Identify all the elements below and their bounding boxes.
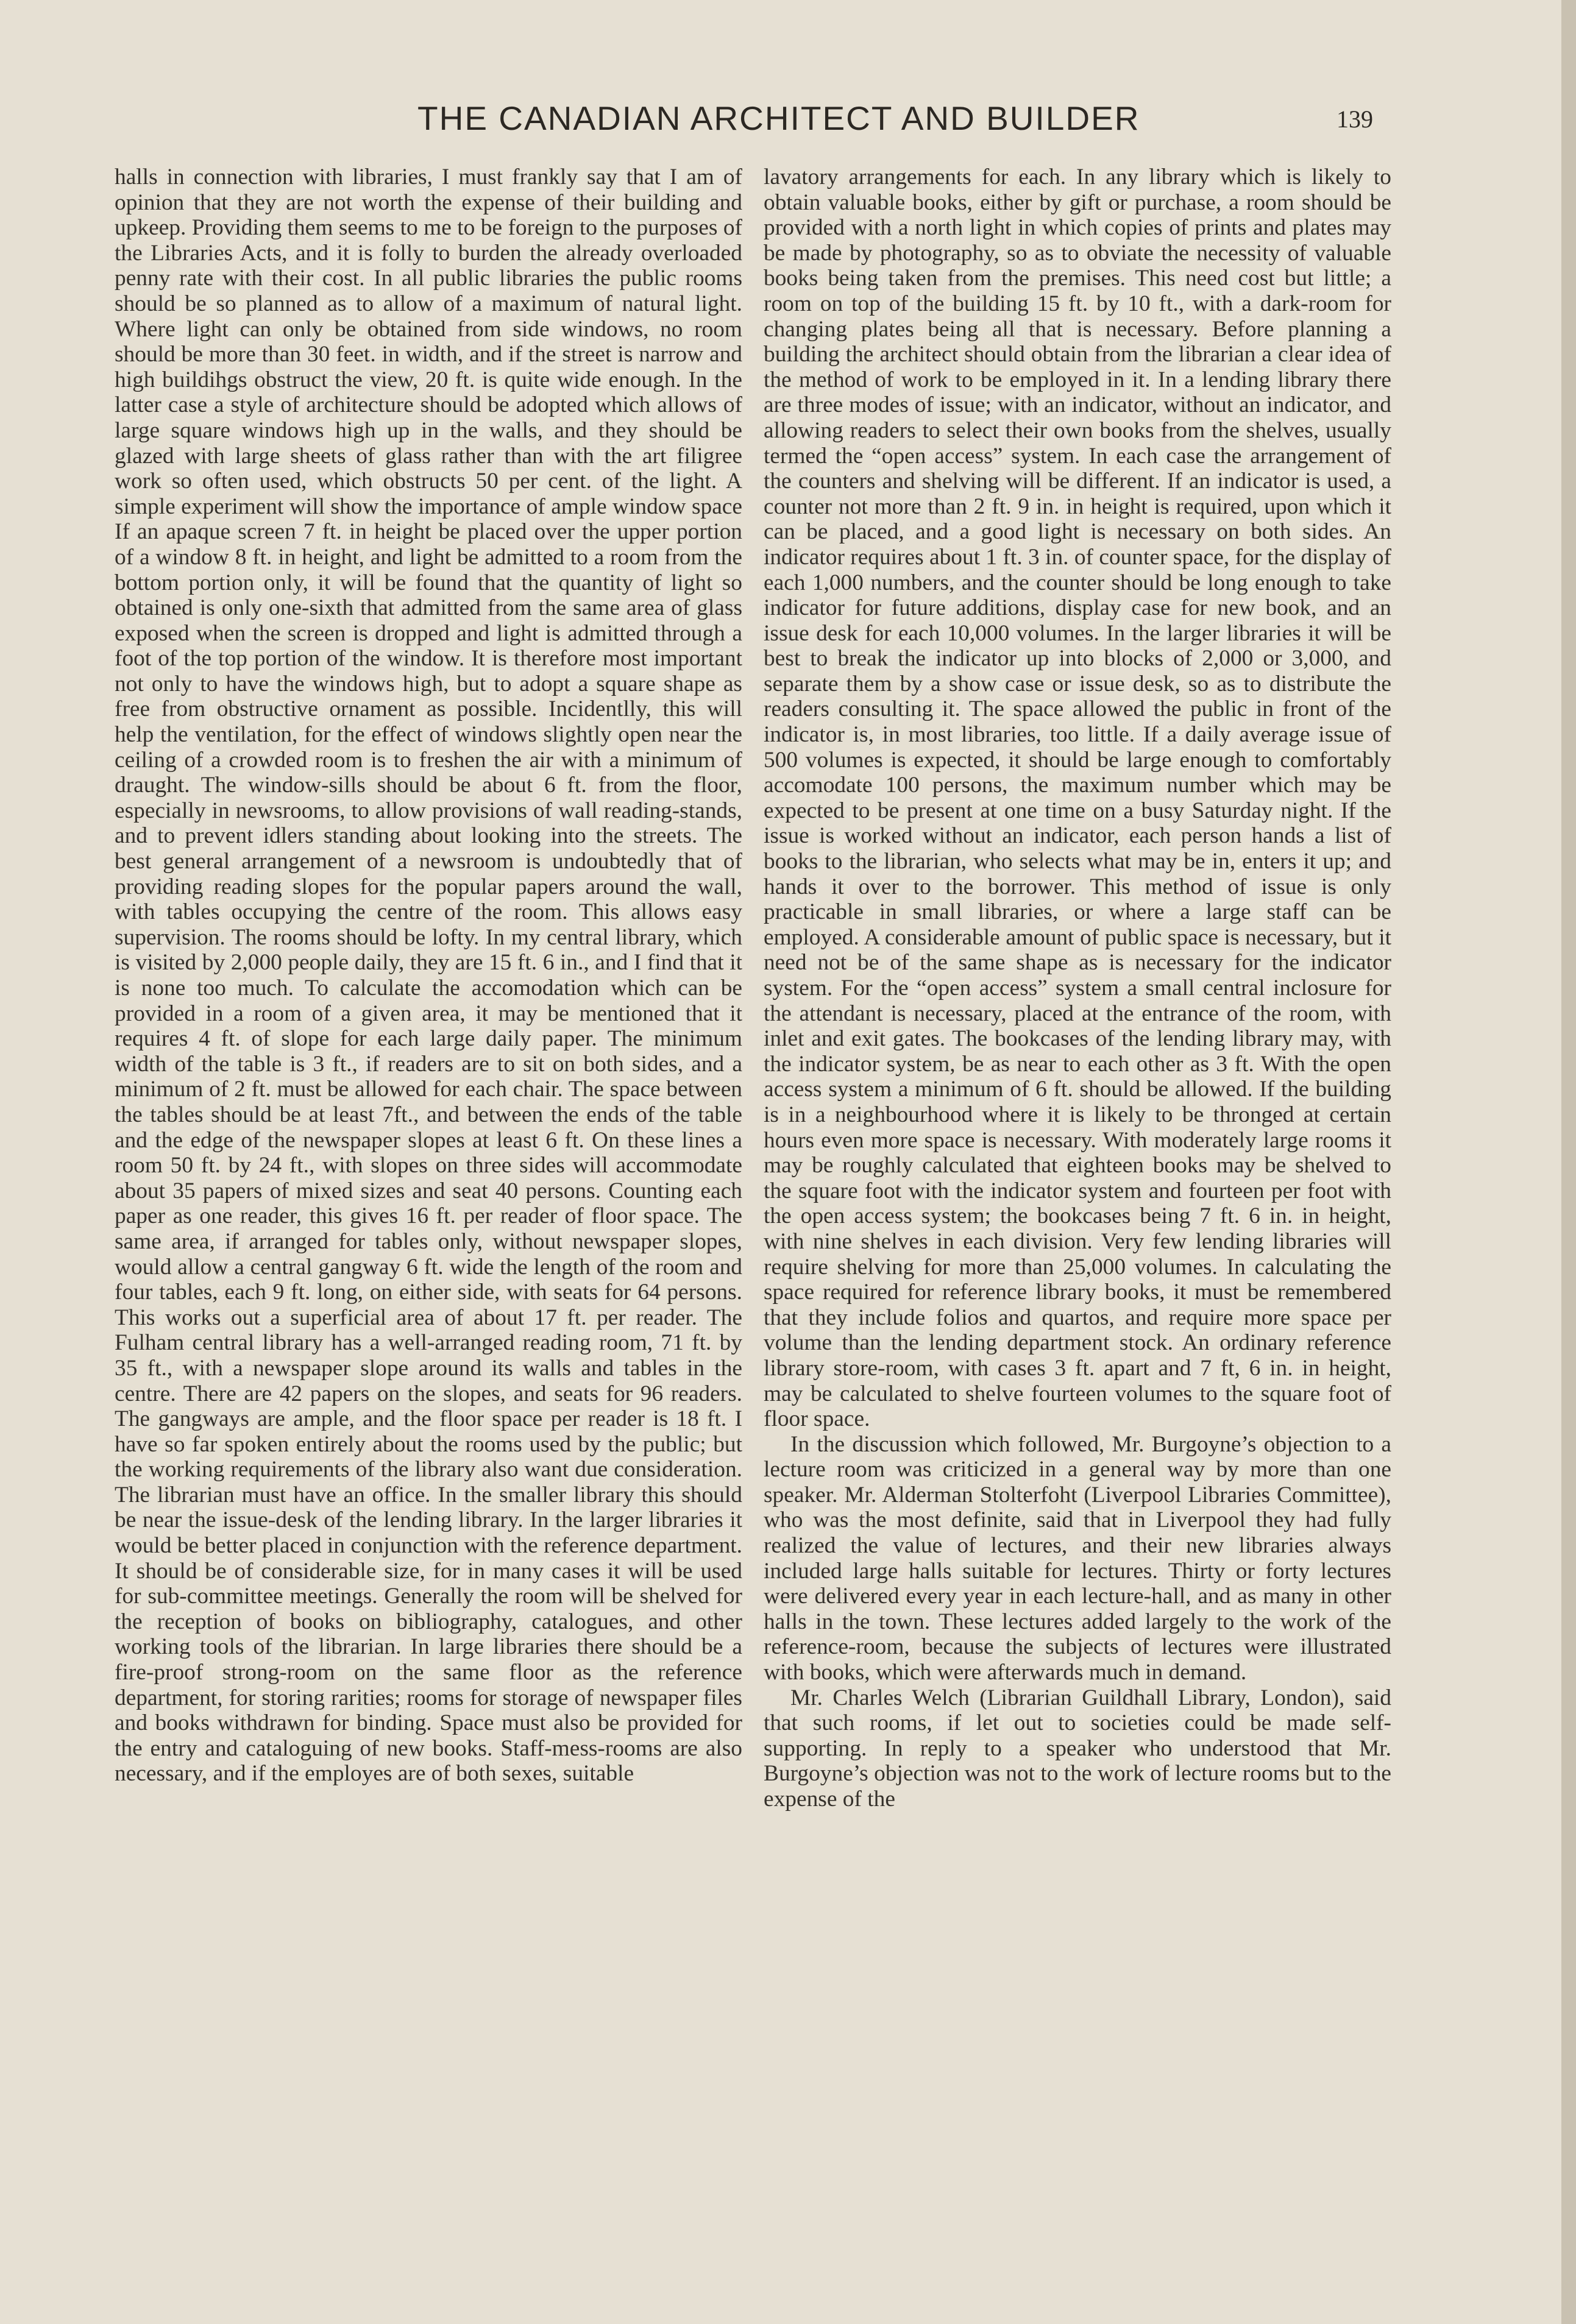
page-number: 139 [1336, 105, 1373, 133]
right-column-paragraph-3: Mr. Charles Welch (Librarian Guildhall Library, London), said that such rooms, if let out to societies could be made self-supporting. In reply to a speaker who understood that Mr. Burgoyne’s objection was not to the work of lecture rooms but to the expense of the [764, 1685, 1391, 1812]
left-column [115, 165, 742, 2248]
running-head [0, 99, 1576, 154]
left-column-paragraph-1: halls in connection with libraries, I must frankly say that I am of opinion that they are not worth the expense of their building and upkeep. Providing them seems to me to be foreign to the purposes of the Libraries Acts, and it is folly to burden the already overloaded penny rate with their cost. In all public libraries the public rooms should be so planned as to allow of a maximum of natural light. Where light can only be obtained from side windows, no room should be more than 30 feet. in width, and if the street is narrow and high buildihgs obstruct the view, 20 ft. is quite wide enough. In the latter case a style of architecture should be adopted which allows of large square windows high up in the walls, and they should be glazed with large sheets of glass rather than with the art filigree work so often used, which obstructs 50 per cent. of the light. A simple experiment will show the importance of ample window space If an apaque screen 7 ft. in height be placed over the upper portion of a window 8 ft. in height, and light be admitted to a room from the bottom portion only, it will be found that the quantity of light so obtained is only one-sixth that admitted from the same area of glass exposed when the screen is dropped and light is admitted through a foot of the top portion of the window. It is therefore most important not only to have the windows high, but to adopt a square shape as free from obstructive ornament as possible. Incidentlly, this will help the ventilation, for the effect of windows slightly open near the ceiling of a crowded room is to freshen the air with a minimum of draught. The window-sills should be about 6 ft. from the floor, especially in newsrooms, to allow provisions of wall reading-stands, and to prevent idlers standing about looking into the streets. The best general arrangement of a newsroom is undoubtedly that of providing reading slopes for the popular papers around the wall, with tables occupying the centre of the room. This allows easy supervision. The rooms should be lofty. In my central library, which is visited by 2,000 people daily, they are 15 ft. 6 in., and I find that it is none too much. To calculate the accomodation which can be provided in a room of a given area, it may be mentioned that it requires 4 ft. of slope for each large daily paper. The minimum width of the table is 3 ft., if readers are to sit on both sides, and a minimum of 2 ft. must be allowed for each chair. The space between the tables should be at least 7ft., and between the ends of the table and the edge of the newspaper slopes at least 6 ft. On these lines a room 50 ft. by 24 ft., with slopes on three sides will accommodate about 35 papers of mixed sizes and seat 40 persons. Counting each paper as one reader, this gives 16 ft. per reader of floor space. The same area, if arranged for tables only, without newspaper slopes, would allow a central gangway 6 ft. wide the length of the room and four tables, each 9 ft. long, on either side, with seats for 64 persons. This works out a superficial area of about 17 ft. per reader. The Fulham central library has a well-arranged reading room, 71 ft. by 35 ft., with a newspaper slope around its walls and tables in the centre. There are 42 papers on the slopes, and seats for 96 readers. The gangways are ample, and the floor space per reader is 18 ft. I have so far spoken entirely about the rooms used by the public; but the working requirements of the library also want due consideration. The librarian must have an office. In the smaller library this should be near the issue-desk of the lending library. In the larger libraries it would be better placed in conjunction with the reference department. It should be of considerable size, for in many cases it will be used for sub-committee meetings. Generally the room will be shelved for the reception of books on bibliography, catalogues, and other working tools of the librarian. In large libraries there should be a fire-proof strong-room on the same floor as the reference department, for storing rarities; rooms for storage of newspaper files and books withdrawn for binding. Space must also be provided for the entry and cataloguing of new books. Staff-mess-rooms are also necessary, and if the employes are of both sexes, suitable [115, 165, 742, 1787]
right-column-paragraph-2: In the discussion which followed, Mr. Burgoyne’s objection to a lecture room was criticized in a general way by more than one speaker. Mr. Alderman Stolterfoht (Liverpool Libraries Committee), who was the most definite, said that in Liverpool they had fully realized the value of lectures, and their new libraries always included large halls suitable for lectures. Thirty or forty lectures were delivered every year in each lecture-hall, and as many in other halls in the town. These lectures added largely to the work of the reference-room, because the subjects of lectures were illustrated with books, which were afterwards much in demand. [764, 1431, 1391, 1685]
right-column [764, 165, 1391, 2248]
right-column-paragraph-1: lavatory arrangements for each. In any library which is likely to obtain valuable books, either by gift or purchase, a room should be provided with a north light in which copies of prints and plates may be made by photography, so as to obviate the necessity of valuable books being taken from the premises. This need cost but little; a room on top of the building 15 ft. by 10 ft., with a dark-room for changing plates being all that is necessary. Before planning a building the architect should obtain from the librarian a clear idea of the method of work to be employed in it. In a lending library there are three modes of issue; with an indicator, without an indicator, and allowing readers to select their own books from the shelves, usually termed the “open access” system. In each case the arrangement of the counters and shelving will be different. If an indicator is used, a counter not more than 2 ft. 9 in. in height is required, upon which it can be placed, and a good light is necessary on both sides. An indicator requires about 1 ft. 3 in. of counter space, for the display of each 1,000 numbers, and the counter should be long enough to take indicator for future additions, display case for new book, and an issue desk for each 10,000 volumes. In the larger libraries it will be best to break the indicator up into blocks of 2,000 or 3,000, and separate them by a show case or issue desk, so as to distribute the readers consulting it. The space allowed the public in front of the indicator is, in most libraries, too little. If a daily average issue of 500 volumes is expected, it should be large enough to comfortably accomodate 100 persons, the maximum number which may be expected to be present at one time on a busy Saturday night. If the issue is worked without an indicator, each person hands a list of books to the librarian, who selects what may be in, enters it up; and hands it over to the borrower. This method of issue is only practicable in small libraries, or where a large staff can be employed. A considerable amount of public space is necessary, but it need not be of the same shape as is necessary for the indicator system. For the “open access” system a small central inclosure for the attendant is necessary, placed at the entrance of the room, with inlet and exit gates. The bookcases of the lending library may, with the indicator system, be as near to each other as 3 ft. With the open access system a minimum of 6 ft. should be allowed. If the building is in a neighbourhood where it is likely to be thronged at certain hours even more space is necessary. With moderately large rooms it may be roughly calculated that eighteen books may be shelved to the square foot with the indicator system and fourteen per foot with the open access system; the bookcases being 7 ft. 6 in. in height, with nine shelves in each division. Very few lending libraries will require shelving for more than 25,000 volumes. In calculating the space required for reference library books, it must be remembered that they include folios and quartos, and require more space per volume than the lending department stock. An ordinary reference library store-room, with cases 3 ft. apart and 7 ft, 6 in. in height, may be calculated to shelve fourteen volumes to the square foot of floor space. [764, 165, 1391, 1432]
journal-title: THE CANADIAN ARCHITECT AND BUILDER [417, 99, 1140, 137]
page-edge-strip [1561, 0, 1576, 2324]
